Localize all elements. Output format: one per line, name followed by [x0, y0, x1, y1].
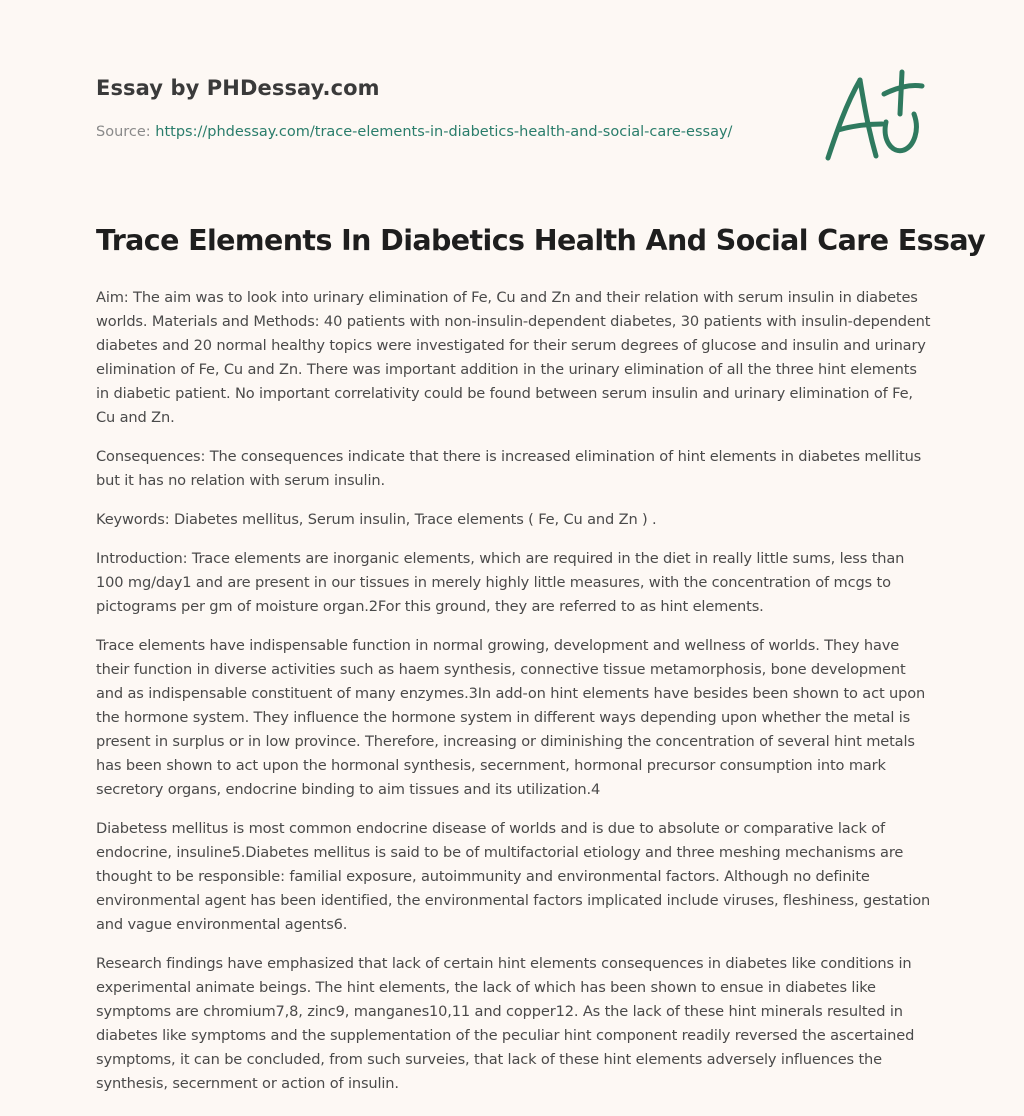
source-link[interactable]: https://phdessay.com/trace-elements-in-diabetics-health-and-social-care-essay/	[155, 124, 733, 140]
page-title: Trace Elements In Diabetics Health And Social Care Essay	[96, 224, 986, 257]
article-body	[96, 286, 932, 1111]
a-plus-icon	[816, 64, 936, 168]
paragraph-consequences: Consequences: The consequences indicate that there is increased elimination of hint elements in diabetes mellitus but it has no relation with serum insulin.	[96, 448, 922, 489]
paragraph-research-findings: Research findings have emphasized that lack of certain hint elements consequences in diabetes like conditions in experimental animate beings. The hint elements, the lack of which has been shown to ensue in diabetes like symptoms are chromium7,8, zinc9, manganes10,11 and copper12. As the lack of these hint minerals resulted in diabetes like symptoms and the supplementation of the peculiar hint component readily reversed the ascertained symptoms, it can be concluded, from such surveies, that lack of these hint elements adversely influences the synthesis, secernment or action of insulin.	[96, 955, 915, 1092]
paragraph-trace-elements-function: Trace elements have indispensable function in normal growing, development and wellness of worlds. They have their function in diverse activities such as haem synthesis, connective tissue metamorphosis, bone development and as indispensable constituent of many enzymes.3In add-on hint elements have besides been shown to act upon the hormone system. They influence the hormone system in different ways depending upon whether the metal is present in surplus or in low province. Therefore, increasing or diminishing the concentration of several hint metals has been shown to act upon the hormonal synthesis, secernment, hormonal precursor consumption into mark secretory organs, endocrine binding to aim tissues and its utilization.4	[96, 637, 926, 798]
source-label: Source:	[96, 124, 151, 140]
brand-title: Essay by PHDessay.com	[96, 76, 380, 100]
source-line	[96, 124, 732, 140]
paragraph-diabetes-mellitus: Diabetess mellitus is most common endocrine disease of worlds and is due to absolute or comparative lack of endocrine, insuline5.Diabetes mellitus is said to be of multifactorial etiology and three meshing mechanisms are thought to be responsible: familial exposure, autoimmunity and environmental factors. Although no definite environmental agent has been identified, the environmental factors implicated include viruses, fleshiness, gestation and vague environmental agents6.	[96, 820, 931, 933]
paragraph-aim: Aim: The aim was to look into urinary elimination of Fe, Cu and Zn and their relation with serum insulin in diabetes worlds. Materials and Methods: 40 patients with non-insulin-dependent diabetes, 30 patients with insulin-dependent diabetes and 20 normal healthy topics were investigated for their serum degrees of glucose and insulin and urinary elimination of Fe, Cu and Zn. There was important addition in the urinary elimination of all the three hint elements in diabetic patient. No important correlativity could be found between serum insulin and urinary elimination of Fe, Cu and Zn.	[96, 289, 931, 426]
paragraph-introduction: Introduction: Trace elements are inorganic elements, which are required in the diet in really little sums, less than 100 mg/day1 and are present in our tissues in merely highly little measures, with the concentration of mcgs to pictograms per gm of moisture organ.2For this ground, they are referred to as hint elements.	[96, 550, 905, 615]
paragraph-keywords: Keywords: Diabetes mellitus, Serum insulin, Trace elements ( Fe, Cu and Zn ) .	[96, 511, 657, 528]
